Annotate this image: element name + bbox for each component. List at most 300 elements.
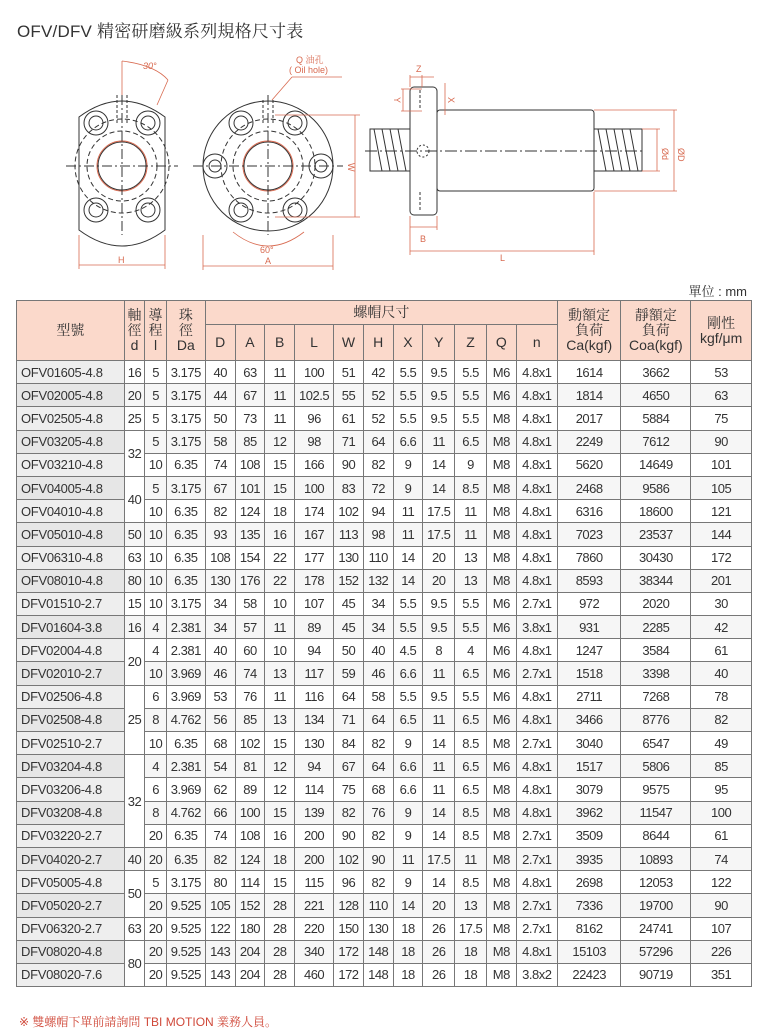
cell-h: 132	[363, 569, 393, 592]
header-nut-y: Y	[423, 325, 455, 361]
cell-n: 4.8x1	[516, 755, 557, 778]
cell-b: 15	[265, 476, 295, 499]
label-oil-hole: Q 油孔	[296, 55, 324, 65]
header-nut-x: X	[393, 325, 423, 361]
cell-q: M8	[486, 476, 516, 499]
cell-n: 4.8x1	[516, 801, 557, 824]
label-D: ØD	[676, 148, 686, 162]
cell-n: 4.8x1	[516, 569, 557, 592]
cell-da: 2.381	[166, 639, 205, 662]
cell-x: 14	[393, 569, 423, 592]
cell-a: 101	[235, 476, 265, 499]
cell-q: M8	[486, 940, 516, 963]
cell-d: 46	[205, 662, 235, 685]
cell-q: M6	[486, 755, 516, 778]
cell-l: 4	[145, 755, 167, 778]
cell-z: 13	[455, 546, 487, 569]
cell-x: 5.5	[393, 685, 423, 708]
cell-l: 20	[145, 917, 167, 940]
cell-x: 14	[393, 894, 423, 917]
cell-coa: 12053	[621, 871, 691, 894]
cell-b: 22	[265, 546, 295, 569]
cell-h: 68	[363, 778, 393, 801]
cell-n: 4.8x1	[516, 546, 557, 569]
cell-b: 18	[265, 847, 295, 870]
cell-y: 9.5	[423, 384, 455, 407]
cell-y: 17.5	[423, 847, 455, 870]
cell-l: 5	[145, 871, 167, 894]
cell-ca: 1518	[557, 662, 621, 685]
cell-coa: 5806	[621, 755, 691, 778]
cell-b: 11	[265, 407, 295, 430]
label-30deg: 30°	[143, 61, 157, 71]
cell-da: 6.35	[166, 824, 205, 847]
cell-ca: 15103	[557, 940, 621, 963]
cell-da: 4.762	[166, 801, 205, 824]
cell-d: 66	[205, 801, 235, 824]
cell-l: 10	[145, 569, 167, 592]
cell-k: 49	[691, 732, 752, 755]
cell-w: 59	[334, 662, 364, 685]
cell-coa: 6547	[621, 732, 691, 755]
cell-z: 11	[455, 500, 487, 523]
table-row	[17, 384, 752, 407]
cell-ca: 8593	[557, 569, 621, 592]
cell-a: 73	[235, 407, 265, 430]
cell-d: 25	[124, 685, 145, 755]
cell-w: 172	[334, 940, 364, 963]
cell-coa: 30430	[621, 546, 691, 569]
cell-w: 71	[334, 708, 364, 731]
cell-model: DFV05020-2.7	[17, 894, 125, 917]
cell-k: 351	[691, 963, 752, 986]
cell-k: 101	[691, 453, 752, 476]
cell-l: 460	[295, 963, 334, 986]
cell-b: 12	[265, 755, 295, 778]
cell-model: DFV02508-4.8	[17, 708, 125, 731]
cell-ca: 1814	[557, 384, 621, 407]
cell-k: 82	[691, 708, 752, 731]
cell-d: 32	[124, 755, 145, 848]
cell-z: 6.5	[455, 662, 487, 685]
cell-w: 64	[334, 685, 364, 708]
cell-l: 20	[145, 940, 167, 963]
cell-l: 220	[295, 917, 334, 940]
cell-x: 9	[393, 801, 423, 824]
cell-z: 8.5	[455, 871, 487, 894]
cell-z: 6.5	[455, 708, 487, 731]
cell-n: 4.8x1	[516, 523, 557, 546]
cell-ca: 1517	[557, 755, 621, 778]
cell-w: 90	[334, 453, 364, 476]
cell-d: 54	[205, 755, 235, 778]
cell-x: 4.5	[393, 639, 423, 662]
cell-da: 6.35	[166, 546, 205, 569]
cell-l: 10	[145, 546, 167, 569]
cell-da: 3.175	[166, 384, 205, 407]
cell-b: 13	[265, 662, 295, 685]
cell-w: 150	[334, 917, 364, 940]
cell-w: 172	[334, 963, 364, 986]
cell-d: 82	[205, 847, 235, 870]
cell-l: 20	[145, 963, 167, 986]
cell-h: 40	[363, 639, 393, 662]
cell-h: 148	[363, 963, 393, 986]
cell-a: 108	[235, 824, 265, 847]
cell-d: 122	[205, 917, 235, 940]
cell-da: 3.175	[166, 361, 205, 384]
cell-h: 52	[363, 407, 393, 430]
cell-w: 55	[334, 384, 364, 407]
cell-d: 40	[205, 639, 235, 662]
cell-l: 4	[145, 616, 167, 639]
header-nut-q: Q	[486, 325, 516, 361]
cell-l: 114	[295, 778, 334, 801]
cell-d: 34	[205, 616, 235, 639]
cell-model: DFV08020-4.8	[17, 940, 125, 963]
cell-n: 4.8x1	[516, 476, 557, 499]
table-row	[17, 755, 752, 778]
cell-coa: 24741	[621, 917, 691, 940]
cell-model: OFV03205-4.8	[17, 430, 125, 453]
cell-k: 90	[691, 894, 752, 917]
cell-n: 2.7x1	[516, 662, 557, 685]
cell-a: 108	[235, 453, 265, 476]
cell-d: 67	[205, 476, 235, 499]
cell-l: 102.5	[295, 384, 334, 407]
cell-da: 4.762	[166, 708, 205, 731]
cell-model: DFV05005-4.8	[17, 871, 125, 894]
cell-z: 18	[455, 940, 487, 963]
cell-k: 105	[691, 476, 752, 499]
cell-y: 11	[423, 778, 455, 801]
cell-n: 2.7x1	[516, 592, 557, 615]
cell-d: 50	[205, 407, 235, 430]
cell-ca: 5620	[557, 453, 621, 476]
cell-h: 46	[363, 662, 393, 685]
cell-model: OFV04010-4.8	[17, 500, 125, 523]
cell-model: DFV03220-2.7	[17, 824, 125, 847]
table-row	[17, 407, 752, 430]
cell-h: 90	[363, 847, 393, 870]
cell-b: 28	[265, 963, 295, 986]
cell-l: 10	[145, 523, 167, 546]
cell-ca: 2698	[557, 871, 621, 894]
cell-a: 176	[235, 569, 265, 592]
cell-d: 108	[205, 546, 235, 569]
cell-q: M8	[486, 569, 516, 592]
label-Y: Y	[392, 97, 402, 104]
cell-n: 4.8x1	[516, 871, 557, 894]
cell-a: 85	[235, 430, 265, 453]
cell-h: 110	[363, 546, 393, 569]
label-oil-hole-en: ( Oil hole)	[289, 65, 329, 75]
cell-w: 82	[334, 801, 364, 824]
cell-b: 12	[265, 778, 295, 801]
cell-l: 139	[295, 801, 334, 824]
cell-ca: 7336	[557, 894, 621, 917]
cell-k: 122	[691, 871, 752, 894]
cell-y: 20	[423, 894, 455, 917]
cell-q: M8	[486, 917, 516, 940]
cell-coa: 11547	[621, 801, 691, 824]
cell-da: 6.35	[166, 732, 205, 755]
cell-x: 9	[393, 476, 423, 499]
cell-y: 14	[423, 453, 455, 476]
cell-da: 6.35	[166, 500, 205, 523]
cell-q: M8	[486, 732, 516, 755]
cell-x: 5.5	[393, 407, 423, 430]
cell-b: 15	[265, 801, 295, 824]
cell-z: 18	[455, 963, 487, 986]
cell-a: 74	[235, 662, 265, 685]
cell-l: 221	[295, 894, 334, 917]
cell-k: 90	[691, 430, 752, 453]
cell-n: 4.8x1	[516, 685, 557, 708]
cell-y: 9.5	[423, 407, 455, 430]
cell-model: OFV02505-4.8	[17, 407, 125, 430]
header-nut-w: W	[334, 325, 364, 361]
cell-h: 130	[363, 917, 393, 940]
cell-h: 110	[363, 894, 393, 917]
cell-b: 28	[265, 940, 295, 963]
cell-l: 178	[295, 569, 334, 592]
cell-z: 6.5	[455, 778, 487, 801]
cell-coa: 7612	[621, 430, 691, 453]
cell-y: 11	[423, 755, 455, 778]
cell-d: 40	[124, 847, 145, 870]
cell-x: 9	[393, 732, 423, 755]
cell-a: 135	[235, 523, 265, 546]
cell-da: 3.175	[166, 430, 205, 453]
cell-w: 130	[334, 546, 364, 569]
cell-model: DFV08020-7.6	[17, 963, 125, 986]
cell-z: 6.5	[455, 430, 487, 453]
cell-d: 105	[205, 894, 235, 917]
flange-view-round	[193, 95, 343, 235]
cell-ca: 1614	[557, 361, 621, 384]
cell-x: 11	[393, 500, 423, 523]
cell-a: 76	[235, 685, 265, 708]
cell-h: 82	[363, 453, 393, 476]
cell-ca: 22423	[557, 963, 621, 986]
cell-z: 13	[455, 569, 487, 592]
header-nut-a: A	[235, 325, 265, 361]
cell-model: DFV03204-4.8	[17, 755, 125, 778]
cell-l: 177	[295, 546, 334, 569]
cell-w: 113	[334, 523, 364, 546]
cell-da: 9.525	[166, 894, 205, 917]
table-row	[17, 546, 752, 569]
cell-coa: 2020	[621, 592, 691, 615]
cell-d: 50	[124, 871, 145, 917]
cell-a: 100	[235, 801, 265, 824]
cell-a: 57	[235, 616, 265, 639]
cell-y: 14	[423, 476, 455, 499]
cell-coa: 90719	[621, 963, 691, 986]
cell-l: 5	[145, 361, 167, 384]
cell-model: DFV02506-4.8	[17, 685, 125, 708]
cell-model: DFV01604-3.8	[17, 616, 125, 639]
table-row	[17, 685, 752, 708]
cell-x: 6.6	[393, 430, 423, 453]
cell-x: 6.6	[393, 778, 423, 801]
cell-a: 67	[235, 384, 265, 407]
cell-h: 82	[363, 824, 393, 847]
cell-b: 12	[265, 430, 295, 453]
cell-coa: 3662	[621, 361, 691, 384]
cell-q: M6	[486, 616, 516, 639]
cell-l: 134	[295, 708, 334, 731]
table-row	[17, 569, 752, 592]
cell-b: 10	[265, 592, 295, 615]
cell-h: 148	[363, 940, 393, 963]
cell-x: 6.6	[393, 755, 423, 778]
header-rigidity: 剛性 kgf/μm	[691, 301, 752, 361]
cell-k: 75	[691, 407, 752, 430]
cell-y: 9.5	[423, 361, 455, 384]
spec-table	[16, 300, 752, 987]
cell-da: 6.35	[166, 453, 205, 476]
cell-model: OFV05010-4.8	[17, 523, 125, 546]
cell-b: 16	[265, 824, 295, 847]
cell-d: 143	[205, 963, 235, 986]
cell-x: 11	[393, 523, 423, 546]
cell-coa: 57296	[621, 940, 691, 963]
cell-w: 83	[334, 476, 364, 499]
cell-n: 4.8x1	[516, 384, 557, 407]
header-lead: 導 程 l	[145, 301, 167, 361]
cell-model: DFV01510-2.7	[17, 592, 125, 615]
cell-d: 20	[124, 384, 145, 407]
label-60deg: 60°	[260, 245, 274, 255]
cell-y: 8	[423, 639, 455, 662]
cell-d: 74	[205, 824, 235, 847]
cell-q: M8	[486, 824, 516, 847]
cell-q: M8	[486, 523, 516, 546]
cell-k: 172	[691, 546, 752, 569]
cell-d: 44	[205, 384, 235, 407]
cell-model: DFV03206-4.8	[17, 778, 125, 801]
cell-model: OFV08010-4.8	[17, 569, 125, 592]
cell-y: 9.5	[423, 592, 455, 615]
cell-b: 15	[265, 453, 295, 476]
cell-b: 22	[265, 569, 295, 592]
cell-n: 3.8x2	[516, 963, 557, 986]
cell-l: 340	[295, 940, 334, 963]
cell-k: 144	[691, 523, 752, 546]
cell-n: 4.8x1	[516, 500, 557, 523]
cell-d: 15	[124, 592, 145, 615]
cell-model: OFV06310-4.8	[17, 546, 125, 569]
cell-da: 3.969	[166, 685, 205, 708]
cell-y: 26	[423, 917, 455, 940]
cell-coa: 9575	[621, 778, 691, 801]
cell-y: 9.5	[423, 685, 455, 708]
cell-q: M8	[486, 894, 516, 917]
cell-h: 34	[363, 616, 393, 639]
cell-w: 50	[334, 639, 364, 662]
cell-b: 11	[265, 384, 295, 407]
table-row	[17, 917, 752, 940]
cell-ca: 3962	[557, 801, 621, 824]
cell-coa: 8776	[621, 708, 691, 731]
cell-b: 11	[265, 361, 295, 384]
label-Z: Z	[416, 64, 422, 74]
header-nut-h: H	[363, 325, 393, 361]
cell-w: 96	[334, 871, 364, 894]
cell-a: 102	[235, 732, 265, 755]
cell-ca: 2017	[557, 407, 621, 430]
cell-l: 100	[295, 361, 334, 384]
cell-d: 40	[124, 476, 145, 522]
table-row	[17, 940, 752, 963]
cell-coa: 4650	[621, 384, 691, 407]
cell-z: 11	[455, 523, 487, 546]
cell-k: 121	[691, 500, 752, 523]
cell-h: 82	[363, 732, 393, 755]
cell-b: 28	[265, 894, 295, 917]
cell-q: M6	[486, 685, 516, 708]
cell-b: 15	[265, 732, 295, 755]
footnote: ※ 雙螺帽下單前請詢問 TBI MOTION 業務人員。	[19, 1015, 278, 1029]
cell-d: 58	[205, 430, 235, 453]
cell-y: 11	[423, 662, 455, 685]
cell-h: 34	[363, 592, 393, 615]
cell-w: 45	[334, 616, 364, 639]
cell-l: 10	[145, 592, 167, 615]
cell-b: 11	[265, 616, 295, 639]
cell-z: 5.5	[455, 407, 487, 430]
cell-z: 8.5	[455, 824, 487, 847]
cell-n: 4.8x1	[516, 708, 557, 731]
cell-z: 4	[455, 639, 487, 662]
label-d: Ød	[660, 148, 670, 161]
header-ball-dia: 珠 徑 Da	[166, 301, 205, 361]
cell-q: M8	[486, 963, 516, 986]
cell-q: M8	[486, 453, 516, 476]
header-nut-z: Z	[455, 325, 487, 361]
cell-d: 20	[124, 639, 145, 685]
cell-k: 100	[691, 801, 752, 824]
label-W: W	[346, 163, 356, 172]
cell-coa: 2285	[621, 616, 691, 639]
cell-coa: 10893	[621, 847, 691, 870]
table-row	[17, 476, 752, 499]
cell-l: 10	[145, 500, 167, 523]
cell-l: 98	[295, 430, 334, 453]
cell-coa: 19700	[621, 894, 691, 917]
cell-x: 18	[393, 940, 423, 963]
cell-l: 10	[145, 662, 167, 685]
cell-coa: 7268	[621, 685, 691, 708]
cell-l: 115	[295, 871, 334, 894]
cell-k: 61	[691, 824, 752, 847]
cell-z: 13	[455, 894, 487, 917]
cell-da: 3.175	[166, 592, 205, 615]
cell-y: 14	[423, 824, 455, 847]
cell-ca: 972	[557, 592, 621, 615]
table-row	[17, 871, 752, 894]
cell-x: 5.5	[393, 592, 423, 615]
cell-z: 9	[455, 453, 487, 476]
cell-q: M6	[486, 384, 516, 407]
cell-y: 17.5	[423, 523, 455, 546]
cell-z: 17.5	[455, 917, 487, 940]
cell-w: 71	[334, 430, 364, 453]
cell-w: 84	[334, 732, 364, 755]
cell-a: 204	[235, 940, 265, 963]
